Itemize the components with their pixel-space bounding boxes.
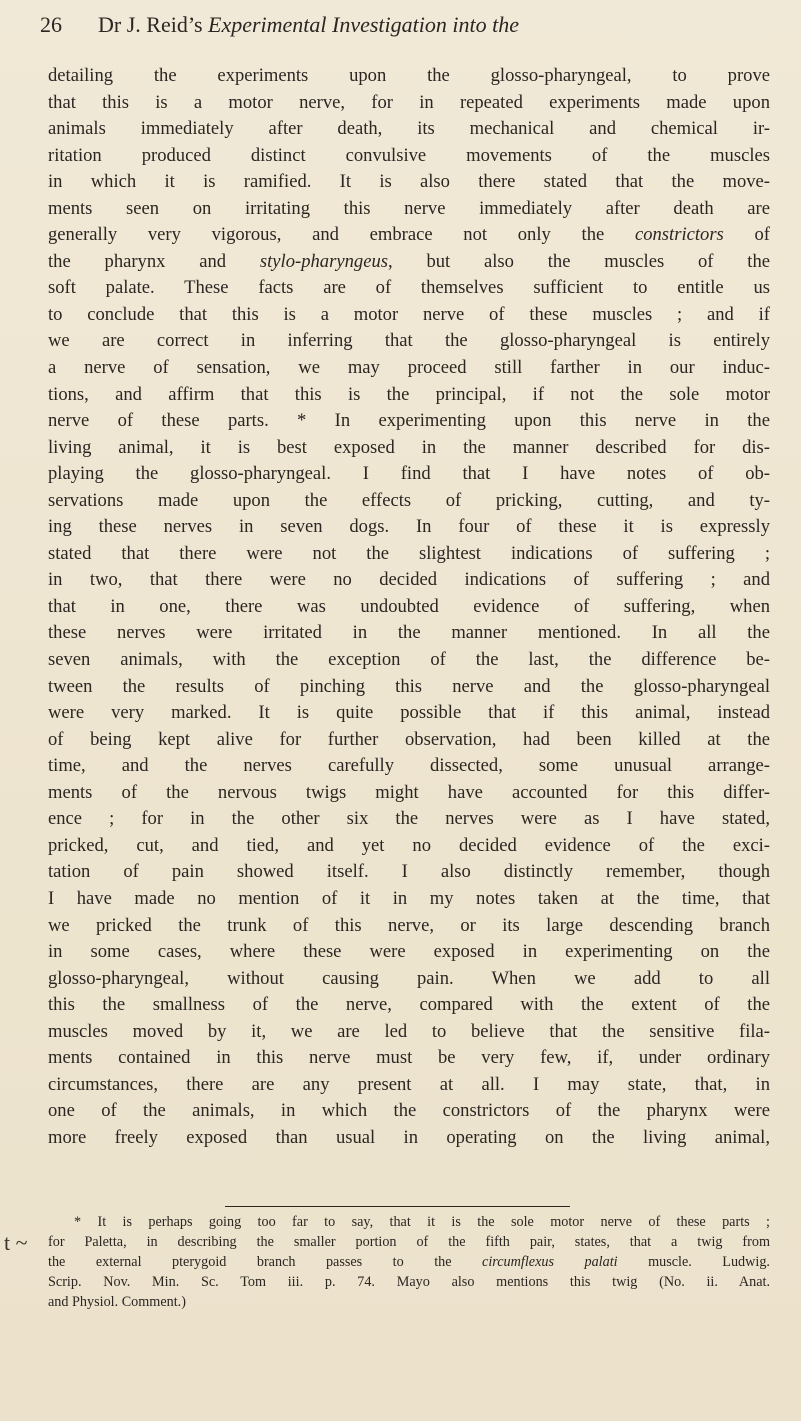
footnote-rule: [225, 1206, 570, 1207]
text-line: were very marked. It is quite possible that if this animal, instead: [48, 702, 770, 724]
footnote-line: and Physiol. Comment.): [48, 1294, 186, 1310]
margin-annotation: t ~: [4, 1230, 28, 1255]
text-line: in some cases, where these were exposed in experimenting on the: [48, 941, 770, 963]
text-line: one of the animals, in which the constrictors of the pharynx were: [48, 1100, 770, 1122]
text-line: ments seen on irritating this nerve immediately after death are: [48, 197, 770, 219]
text-line: in which it is ramified. It is also there stated that the move-: [48, 171, 770, 193]
text-line: tween the results of pinching this nerve and the glosso-pharyngeal: [48, 675, 770, 697]
text-line: stated that there were not the slightest indications of suffering ;: [48, 542, 770, 564]
text-line: more freely exposed than usual in operating on the living animal,: [48, 1126, 770, 1148]
text-line: glosso-pharyngeal, without causing pain. When we add to all: [48, 967, 770, 989]
footnote-line: the external pterygoid branch passes to the circumflexus palati muscle. Ludwig.: [48, 1254, 770, 1270]
text-line: animals immediately after death, its mechanical and chemical ir-: [48, 118, 770, 140]
text-line: nerve of these parts. * In experimenting upon this nerve in the: [48, 410, 770, 432]
text-line: ing these nerves in seven dogs. In four of these it is expressly: [48, 516, 770, 538]
text-line: ments contained in this nerve must be very few, if, under ordinary: [48, 1047, 770, 1069]
text-line: muscles moved by it, we are led to believe that the sensitive fila-: [48, 1020, 770, 1042]
text-line: we pricked the trunk of this nerve, or its large descending branch: [48, 914, 770, 936]
text-line: playing the glosso-pharyngeal. I find that I have notes of ob-: [48, 463, 770, 485]
text-line: generally very vigorous, and embrace not only the constrictors of: [48, 224, 770, 246]
text-line: that in one, there was undoubted evidence of suffering, when: [48, 595, 770, 617]
text-line: servations made upon the effects of pricking, cutting, and ty-: [48, 489, 770, 511]
running-head-author: Dr J. Reid’s: [98, 12, 208, 37]
text-line: of being kept alive for further observation, had been killed at the: [48, 728, 770, 750]
text-line: a nerve of sensation, we may proceed still farther in our induc-: [48, 357, 770, 379]
text-line: circumstances, there are any present at all. I may state, that, in: [48, 1073, 770, 1095]
text-line: the pharynx and stylo-pharyngeus, but also the muscles of the: [48, 250, 770, 272]
footnote-line: for Paletta, in describing the smaller portion of the fifth pair, states, that a twig from: [48, 1234, 770, 1250]
text-line: living animal, it is best exposed in the manner described for dis-: [48, 436, 770, 458]
text-line: detailing the experiments upon the glosso-pharyngeal, to prove: [48, 65, 770, 86]
text-line: ritation produced distinct convulsive movements of the muscles: [48, 144, 770, 166]
text-line: soft palate. These facts are of themselves sufficient to entitle us: [48, 277, 770, 299]
text-line: pricked, cut, and tied, and yet no decided evidence of the exci-: [48, 834, 770, 856]
text-line: this the smallness of the nerve, compared with the extent of the: [48, 994, 770, 1016]
page-number: 26: [40, 12, 62, 37]
text-line: I have made no mention of it in my notes taken at the time, that: [48, 887, 770, 909]
text-line: tation of pain showed itself. I also distinctly remember, though: [48, 861, 770, 883]
text-line: that this is a motor nerve, for in repeated experiments made upon: [48, 91, 770, 113]
text-line: in two, that there were no decided indications of suffering ; and: [48, 569, 770, 591]
text-line: ments of the nervous twigs might have accounted for this differ-: [48, 781, 770, 803]
text-line: tions, and affirm that this is the principal, if not the sole motor: [48, 383, 770, 405]
body-text: [48, 63, 770, 1151]
text-line: ence ; for in the other six the nerves were as I have stated,: [48, 808, 770, 830]
text-line: to conclude that this is a motor nerve of these muscles ; and if: [48, 303, 770, 325]
footnote: [48, 1212, 770, 1312]
running-head: [98, 12, 519, 38]
text-line: these nerves were irritated in the manner mentioned. In all the: [48, 622, 770, 644]
footnote-line: * It is perhaps going too far to say, that it is the sole motor nerve of these parts ;: [74, 1214, 770, 1230]
text-line: time, and the nerves carefully dissected, some unusual arrange-: [48, 755, 770, 777]
footnote-line: Scrip. Nov. Min. Sc. Tom iii. p. 74. Mayo also mentions this twig (No. ii. Anat.: [48, 1274, 770, 1290]
text-line: seven animals, with the exception of the last, the difference be-: [48, 649, 770, 671]
text-line: we are correct in inferring that the glosso-pharyngeal is entirely: [48, 330, 770, 352]
page-header: [40, 12, 766, 46]
running-head-title: Experimental Investigation into the: [208, 12, 519, 37]
